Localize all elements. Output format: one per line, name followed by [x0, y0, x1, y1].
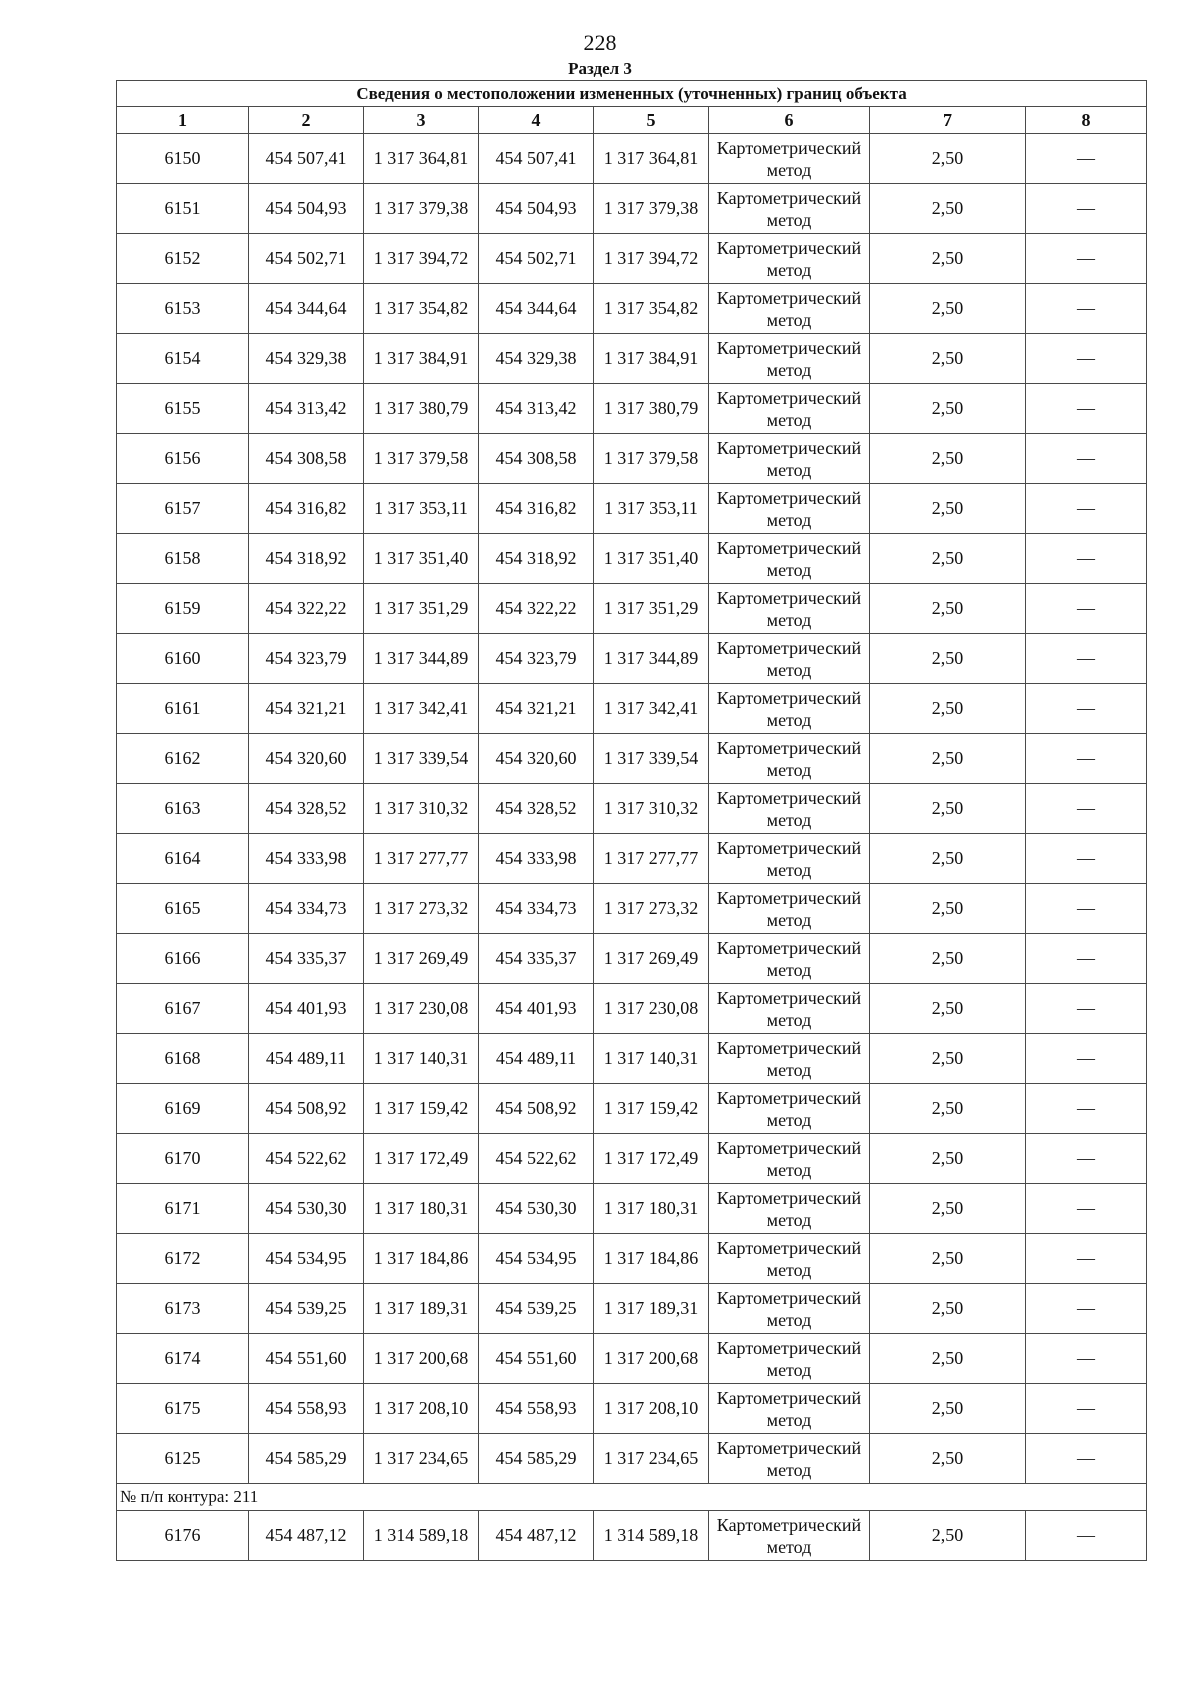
y-coordinate-cell: 1 314 589,18 [594, 1511, 709, 1561]
method-cell: Картометрический метод [709, 784, 870, 834]
note-cell: — [1026, 1084, 1147, 1134]
y-coordinate-cell: 1 317 384,91 [364, 334, 479, 384]
method-cell: Картометрический метод [709, 684, 870, 734]
accuracy-cell: 2,50 [870, 584, 1026, 634]
x-coordinate-cell: 454 502,71 [479, 234, 594, 284]
table-row [117, 884, 1147, 934]
note-cell: — [1026, 1184, 1147, 1234]
point-number-cell: 6153 [117, 284, 249, 334]
x-coordinate-cell: 454 333,98 [249, 834, 364, 884]
table-row [117, 1084, 1147, 1134]
accuracy-cell: 2,50 [870, 484, 1026, 534]
y-coordinate-cell: 1 317 351,40 [364, 534, 479, 584]
x-coordinate-cell: 454 344,64 [479, 284, 594, 334]
point-number-cell: 6152 [117, 234, 249, 284]
x-coordinate-cell: 454 323,79 [249, 634, 364, 684]
method-cell: Картометрический метод [709, 1134, 870, 1184]
note-cell: — [1026, 1334, 1147, 1384]
section-title: Раздел 3 [568, 59, 632, 78]
point-number-cell: 6163 [117, 784, 249, 834]
table-row [117, 284, 1147, 334]
accuracy-cell: 2,50 [870, 234, 1026, 284]
y-coordinate-cell: 1 317 344,89 [594, 634, 709, 684]
table-row [117, 1511, 1147, 1561]
y-coordinate-cell: 1 317 230,08 [364, 984, 479, 1034]
accuracy-cell: 2,50 [870, 434, 1026, 484]
x-coordinate-cell: 454 522,62 [479, 1134, 594, 1184]
accuracy-cell: 2,50 [870, 334, 1026, 384]
column-number: 2 [249, 107, 364, 134]
note-cell: — [1026, 234, 1147, 284]
y-coordinate-cell: 1 317 269,49 [594, 934, 709, 984]
x-coordinate-cell: 454 507,41 [479, 134, 594, 184]
point-number-cell: 6176 [117, 1511, 249, 1561]
x-coordinate-cell: 454 344,64 [249, 284, 364, 334]
y-coordinate-cell: 1 317 353,11 [594, 484, 709, 534]
y-coordinate-cell: 1 317 208,10 [594, 1384, 709, 1434]
x-coordinate-cell: 454 329,38 [479, 334, 594, 384]
y-coordinate-cell: 1 317 189,31 [364, 1284, 479, 1334]
x-coordinate-cell: 454 334,73 [479, 884, 594, 934]
table-row [117, 734, 1147, 784]
note-cell: — [1026, 1034, 1147, 1084]
x-coordinate-cell: 454 504,93 [249, 184, 364, 234]
accuracy-cell: 2,50 [870, 834, 1026, 884]
y-coordinate-cell: 1 317 172,49 [594, 1134, 709, 1184]
y-coordinate-cell: 1 317 342,41 [594, 684, 709, 734]
table-row [117, 1034, 1147, 1084]
y-coordinate-cell: 1 317 380,79 [364, 384, 479, 434]
accuracy-cell: 2,50 [870, 884, 1026, 934]
point-number-cell: 6155 [117, 384, 249, 434]
table-row [117, 1134, 1147, 1184]
x-coordinate-cell: 454 487,12 [479, 1511, 594, 1561]
column-number: 8 [1026, 107, 1147, 134]
column-number: 4 [479, 107, 594, 134]
note-cell: — [1026, 984, 1147, 1034]
method-cell: Картометрический метод [709, 834, 870, 884]
x-coordinate-cell: 454 335,37 [479, 934, 594, 984]
accuracy-cell: 2,50 [870, 1134, 1026, 1184]
table-row [117, 334, 1147, 384]
accuracy-cell: 2,50 [870, 134, 1026, 184]
x-coordinate-cell: 454 401,93 [479, 984, 594, 1034]
y-coordinate-cell: 1 317 159,42 [364, 1084, 479, 1134]
note-cell: — [1026, 834, 1147, 884]
table-row [117, 184, 1147, 234]
accuracy-cell: 2,50 [870, 384, 1026, 434]
point-number-cell: 6172 [117, 1234, 249, 1284]
x-coordinate-cell: 454 551,60 [249, 1334, 364, 1384]
point-number-cell: 6175 [117, 1384, 249, 1434]
x-coordinate-cell: 454 539,25 [479, 1284, 594, 1334]
y-coordinate-cell: 1 317 172,49 [364, 1134, 479, 1184]
table-row [117, 484, 1147, 534]
x-coordinate-cell: 454 508,92 [479, 1084, 594, 1134]
table-row [117, 1184, 1147, 1234]
x-coordinate-cell: 454 335,37 [249, 934, 364, 984]
table-row [117, 1234, 1147, 1284]
y-coordinate-cell: 1 317 269,49 [364, 934, 479, 984]
x-coordinate-cell: 454 322,22 [249, 584, 364, 634]
y-coordinate-cell: 1 317 230,08 [594, 984, 709, 1034]
y-coordinate-cell: 1 317 273,32 [364, 884, 479, 934]
x-coordinate-cell: 454 539,25 [249, 1284, 364, 1334]
y-coordinate-cell: 1 317 364,81 [364, 134, 479, 184]
x-coordinate-cell: 454 329,38 [249, 334, 364, 384]
x-coordinate-cell: 454 313,42 [249, 384, 364, 434]
y-coordinate-cell: 1 317 379,58 [364, 434, 479, 484]
note-cell: — [1026, 1234, 1147, 1284]
method-cell: Картометрический метод [709, 734, 870, 784]
method-cell: Картометрический метод [709, 1084, 870, 1134]
column-number: 3 [364, 107, 479, 134]
point-number-cell: 6158 [117, 534, 249, 584]
x-coordinate-cell: 454 502,71 [249, 234, 364, 284]
note-cell: — [1026, 784, 1147, 834]
table-row [117, 534, 1147, 584]
accuracy-cell: 2,50 [870, 784, 1026, 834]
y-coordinate-cell: 1 317 159,42 [594, 1084, 709, 1134]
x-coordinate-cell: 454 530,30 [249, 1184, 364, 1234]
point-number-cell: 6168 [117, 1034, 249, 1084]
accuracy-cell: 2,50 [870, 734, 1026, 784]
note-cell: — [1026, 684, 1147, 734]
point-number-cell: 6164 [117, 834, 249, 884]
method-cell: Картометрический метод [709, 634, 870, 684]
table-row [117, 1284, 1147, 1334]
point-number-cell: 6165 [117, 884, 249, 934]
x-coordinate-cell: 454 487,12 [249, 1511, 364, 1561]
x-coordinate-cell: 454 530,30 [479, 1184, 594, 1234]
table-row [117, 684, 1147, 734]
accuracy-cell: 2,50 [870, 284, 1026, 334]
table-row [117, 784, 1147, 834]
x-coordinate-cell: 454 489,11 [479, 1034, 594, 1084]
y-coordinate-cell: 1 317 180,31 [364, 1184, 479, 1234]
method-cell: Картометрический метод [709, 1184, 870, 1234]
point-number-cell: 6151 [117, 184, 249, 234]
table-row [117, 434, 1147, 484]
y-coordinate-cell: 1 317 234,65 [364, 1434, 479, 1484]
y-coordinate-cell: 1 317 364,81 [594, 134, 709, 184]
x-coordinate-cell: 454 313,42 [479, 384, 594, 434]
table-title: Сведения о местоположении измененных (уточненных) границ объекта [117, 81, 1147, 107]
contour-label: № п/п контура: 211 [117, 1484, 1147, 1511]
x-coordinate-cell: 454 551,60 [479, 1334, 594, 1384]
y-coordinate-cell: 1 317 200,68 [594, 1334, 709, 1384]
note-cell: — [1026, 484, 1147, 534]
note-cell: — [1026, 1134, 1147, 1184]
note-cell: — [1026, 884, 1147, 934]
x-coordinate-cell: 454 334,73 [249, 884, 364, 934]
point-number-cell: 6159 [117, 584, 249, 634]
note-cell: — [1026, 384, 1147, 434]
note-cell: — [1026, 934, 1147, 984]
point-number-cell: 6160 [117, 634, 249, 684]
point-number-cell: 6154 [117, 334, 249, 384]
column-number: 6 [709, 107, 870, 134]
method-cell: Картометрический метод [709, 884, 870, 934]
note-cell: — [1026, 1511, 1147, 1561]
y-coordinate-cell: 1 317 379,38 [364, 184, 479, 234]
y-coordinate-cell: 1 317 184,86 [594, 1234, 709, 1284]
note-cell: — [1026, 584, 1147, 634]
point-number-cell: 6156 [117, 434, 249, 484]
table-row [117, 384, 1147, 434]
x-coordinate-cell: 454 321,21 [249, 684, 364, 734]
y-coordinate-cell: 1 317 208,10 [364, 1384, 479, 1434]
method-cell: Картометрический метод [709, 284, 870, 334]
method-cell: Картометрический метод [709, 984, 870, 1034]
x-coordinate-cell: 454 534,95 [479, 1234, 594, 1284]
y-coordinate-cell: 1 317 277,77 [364, 834, 479, 884]
point-number-cell: 6169 [117, 1084, 249, 1134]
x-coordinate-cell: 454 318,92 [479, 534, 594, 584]
x-coordinate-cell: 454 504,93 [479, 184, 594, 234]
point-number-cell: 6170 [117, 1134, 249, 1184]
y-coordinate-cell: 1 317 140,31 [594, 1034, 709, 1084]
method-cell: Картометрический метод [709, 534, 870, 584]
method-cell: Картометрический метод [709, 1511, 870, 1561]
page-number: 228 [583, 30, 617, 55]
y-coordinate-cell: 1 317 277,77 [594, 834, 709, 884]
x-coordinate-cell: 454 508,92 [249, 1084, 364, 1134]
y-coordinate-cell: 1 317 351,29 [364, 584, 479, 634]
note-cell: — [1026, 1434, 1147, 1484]
method-cell: Картометрический метод [709, 484, 870, 534]
y-coordinate-cell: 1 317 234,65 [594, 1434, 709, 1484]
y-coordinate-cell: 1 317 394,72 [594, 234, 709, 284]
table-row [117, 984, 1147, 1034]
method-cell: Картометрический метод [709, 584, 870, 634]
table-row [117, 1384, 1147, 1434]
x-coordinate-cell: 454 308,58 [249, 434, 364, 484]
accuracy-cell: 2,50 [870, 984, 1026, 1034]
y-coordinate-cell: 1 317 339,54 [364, 734, 479, 784]
x-coordinate-cell: 454 507,41 [249, 134, 364, 184]
y-coordinate-cell: 1 317 180,31 [594, 1184, 709, 1234]
table-row [117, 1334, 1147, 1384]
x-coordinate-cell: 454 308,58 [479, 434, 594, 484]
accuracy-cell: 2,50 [870, 1234, 1026, 1284]
accuracy-cell: 2,50 [870, 1434, 1026, 1484]
note-cell: — [1026, 1284, 1147, 1334]
y-coordinate-cell: 1 317 351,40 [594, 534, 709, 584]
x-coordinate-cell: 454 328,52 [479, 784, 594, 834]
y-coordinate-cell: 1 317 354,82 [594, 284, 709, 334]
note-cell: — [1026, 534, 1147, 584]
contour-label-row [117, 1484, 1147, 1511]
point-number-cell: 6150 [117, 134, 249, 184]
method-cell: Картометрический метод [709, 1284, 870, 1334]
accuracy-cell: 2,50 [870, 634, 1026, 684]
x-coordinate-cell: 454 320,60 [479, 734, 594, 784]
note-cell: — [1026, 184, 1147, 234]
y-coordinate-cell: 1 317 310,32 [594, 784, 709, 834]
x-coordinate-cell: 454 320,60 [249, 734, 364, 784]
column-number: 5 [594, 107, 709, 134]
point-number-cell: 6162 [117, 734, 249, 784]
point-number-cell: 6166 [117, 934, 249, 984]
x-coordinate-cell: 454 558,93 [479, 1384, 594, 1434]
accuracy-cell: 2,50 [870, 934, 1026, 984]
y-coordinate-cell: 1 317 394,72 [364, 234, 479, 284]
method-cell: Картометрический метод [709, 1234, 870, 1284]
table-row [117, 834, 1147, 884]
note-cell: — [1026, 634, 1147, 684]
accuracy-cell: 2,50 [870, 1034, 1026, 1084]
point-number-cell: 6173 [117, 1284, 249, 1334]
note-cell: — [1026, 134, 1147, 184]
y-coordinate-cell: 1 317 354,82 [364, 284, 479, 334]
accuracy-cell: 2,50 [870, 1511, 1026, 1561]
y-coordinate-cell: 1 317 310,32 [364, 784, 479, 834]
point-number-cell: 6157 [117, 484, 249, 534]
method-cell: Картометрический метод [709, 1434, 870, 1484]
point-number-cell: 6171 [117, 1184, 249, 1234]
method-cell: Картометрический метод [709, 934, 870, 984]
coordinates-table [116, 80, 1147, 1561]
x-coordinate-cell: 454 558,93 [249, 1384, 364, 1434]
y-coordinate-cell: 1 317 380,79 [594, 384, 709, 434]
x-coordinate-cell: 454 321,21 [479, 684, 594, 734]
column-number: 7 [870, 107, 1026, 134]
point-number-cell: 6174 [117, 1334, 249, 1384]
y-coordinate-cell: 1 317 379,58 [594, 434, 709, 484]
y-coordinate-cell: 1 317 189,31 [594, 1284, 709, 1334]
y-coordinate-cell: 1 317 184,86 [364, 1234, 479, 1284]
x-coordinate-cell: 454 333,98 [479, 834, 594, 884]
table-row [117, 134, 1147, 184]
note-cell: — [1026, 434, 1147, 484]
x-coordinate-cell: 454 401,93 [249, 984, 364, 1034]
point-number-cell: 6161 [117, 684, 249, 734]
x-coordinate-cell: 454 322,22 [479, 584, 594, 634]
accuracy-cell: 2,50 [870, 1084, 1026, 1134]
x-coordinate-cell: 454 585,29 [479, 1434, 594, 1484]
table-row [117, 634, 1147, 684]
y-coordinate-cell: 1 317 351,29 [594, 584, 709, 634]
x-coordinate-cell: 454 534,95 [249, 1234, 364, 1284]
y-coordinate-cell: 1 317 353,11 [364, 484, 479, 534]
y-coordinate-cell: 1 317 379,38 [594, 184, 709, 234]
accuracy-cell: 2,50 [870, 1334, 1026, 1384]
y-coordinate-cell: 1 317 342,41 [364, 684, 479, 734]
accuracy-cell: 2,50 [870, 1384, 1026, 1434]
column-number: 1 [117, 107, 249, 134]
x-coordinate-cell: 454 328,52 [249, 784, 364, 834]
method-cell: Картометрический метод [709, 1384, 870, 1434]
method-cell: Картометрический метод [709, 384, 870, 434]
x-coordinate-cell: 454 323,79 [479, 634, 594, 684]
y-coordinate-cell: 1 317 140,31 [364, 1034, 479, 1084]
y-coordinate-cell: 1 314 589,18 [364, 1511, 479, 1561]
y-coordinate-cell: 1 317 200,68 [364, 1334, 479, 1384]
column-number-row [117, 107, 1147, 134]
point-number-cell: 6125 [117, 1434, 249, 1484]
table-row [117, 934, 1147, 984]
y-coordinate-cell: 1 317 339,54 [594, 734, 709, 784]
x-coordinate-cell: 454 316,82 [249, 484, 364, 534]
table-body [117, 81, 1147, 1561]
method-cell: Картометрический метод [709, 334, 870, 384]
method-cell: Картометрический метод [709, 1334, 870, 1384]
x-coordinate-cell: 454 489,11 [249, 1034, 364, 1084]
accuracy-cell: 2,50 [870, 1284, 1026, 1334]
accuracy-cell: 2,50 [870, 1184, 1026, 1234]
note-cell: — [1026, 734, 1147, 784]
method-cell: Картометрический метод [709, 434, 870, 484]
table-row [117, 234, 1147, 284]
x-coordinate-cell: 454 316,82 [479, 484, 594, 534]
table-row [117, 1434, 1147, 1484]
y-coordinate-cell: 1 317 344,89 [364, 634, 479, 684]
table-title-row [117, 81, 1147, 107]
note-cell: — [1026, 284, 1147, 334]
accuracy-cell: 2,50 [870, 684, 1026, 734]
point-number-cell: 6167 [117, 984, 249, 1034]
method-cell: Картометрический метод [709, 1034, 870, 1084]
method-cell: Картометрический метод [709, 134, 870, 184]
x-coordinate-cell: 454 522,62 [249, 1134, 364, 1184]
accuracy-cell: 2,50 [870, 184, 1026, 234]
note-cell: — [1026, 1384, 1147, 1434]
accuracy-cell: 2,50 [870, 534, 1026, 584]
table-row [117, 584, 1147, 634]
method-cell: Картометрический метод [709, 184, 870, 234]
note-cell: — [1026, 334, 1147, 384]
y-coordinate-cell: 1 317 384,91 [594, 334, 709, 384]
y-coordinate-cell: 1 317 273,32 [594, 884, 709, 934]
x-coordinate-cell: 454 318,92 [249, 534, 364, 584]
method-cell: Картометрический метод [709, 234, 870, 284]
x-coordinate-cell: 454 585,29 [249, 1434, 364, 1484]
